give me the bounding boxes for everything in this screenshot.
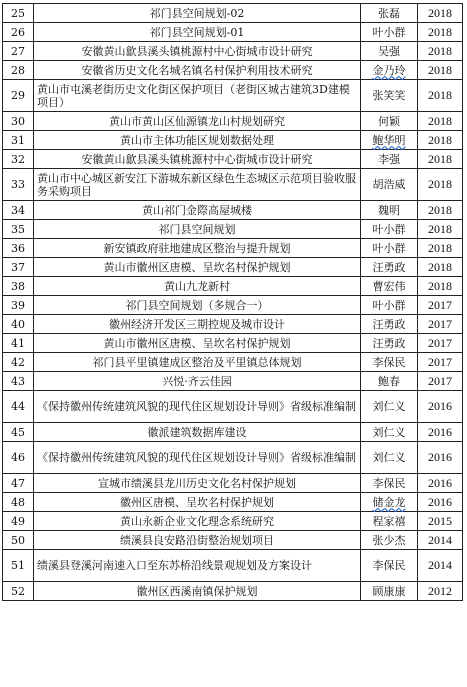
row-number-cell: 37 (3, 258, 34, 277)
person-cell: 叶小群 (361, 239, 418, 258)
year-cell: 2016 (418, 391, 463, 423)
project-name-cell: 黄山市徽州区唐模、呈坎名村保护规划 (34, 258, 361, 277)
row-number-cell: 28 (3, 61, 34, 80)
table-row (3, 296, 463, 315)
person-cell: 鲍华明 (361, 131, 418, 150)
project-name-cell: 《保持徽州传统建筑风貌的现代住区规划设计导则》省级标准编制 (34, 391, 361, 423)
project-name-cell: 祁门县空间规划 (34, 220, 361, 239)
year-cell: 2018 (418, 169, 463, 201)
table-row (3, 169, 463, 201)
year-cell: 2018 (418, 150, 463, 169)
table-row (3, 277, 463, 296)
table-row (3, 582, 463, 601)
person-cell: 叶小群 (361, 296, 418, 315)
row-number-cell: 33 (3, 169, 34, 201)
row-number-cell: 26 (3, 23, 34, 42)
project-name-cell: 绩溪县登溪河南速入口至东苏桥沿线景观规划及方案设计 (34, 550, 361, 582)
row-number-cell: 38 (3, 277, 34, 296)
table-row (3, 493, 463, 512)
row-number-cell: 50 (3, 531, 34, 550)
table-row (3, 423, 463, 442)
row-number-cell: 43 (3, 372, 34, 391)
project-name-cell: 祁门县空间规划-01 (34, 23, 361, 42)
year-cell: 2014 (418, 550, 463, 582)
table-row (3, 4, 463, 23)
project-name-cell: 黄山市黄山区仙源镇龙山村规划研究 (34, 112, 361, 131)
project-name-cell: 安徽黄山歙县溪头镇桃源村中心街城市设计研究 (34, 150, 361, 169)
year-cell: 2017 (418, 296, 463, 315)
person-cell: 鲍春 (361, 372, 418, 391)
person-cell: 李强 (361, 150, 418, 169)
row-number-cell: 41 (3, 334, 34, 353)
person-cell: 刘仁义 (361, 442, 418, 474)
project-name-cell: 《保持徽州传统建筑风貌的现代住区规划设计导则》省级标准编制 (34, 442, 361, 474)
year-cell: 2017 (418, 353, 463, 372)
year-cell: 2018 (418, 80, 463, 112)
row-number-cell: 40 (3, 315, 34, 334)
project-name-cell: 徽派建筑数据库建设 (34, 423, 361, 442)
project-name-cell: 安徽省历史文化名城名镇名村保护利用技术研究 (34, 61, 361, 80)
project-name-cell: 绩溪县良安路沿街整治规划项目 (34, 531, 361, 550)
table-row (3, 80, 463, 112)
project-name-cell: 黄山市中心城区新安江下游城东新区绿色生态城区示范项目验收服务采购项目 (34, 169, 361, 201)
person-cell: 叶小群 (361, 220, 418, 239)
year-cell: 2018 (418, 4, 463, 23)
table-row (3, 353, 463, 372)
person-cell: 张少杰 (361, 531, 418, 550)
row-number-cell: 36 (3, 239, 34, 258)
table-row (3, 112, 463, 131)
person-cell: 李保民 (361, 550, 418, 582)
person-cell: 吴强 (361, 42, 418, 61)
table-row (3, 150, 463, 169)
year-cell: 2017 (418, 334, 463, 353)
year-cell: 2016 (418, 493, 463, 512)
year-cell: 2018 (418, 131, 463, 150)
year-cell: 2018 (418, 23, 463, 42)
year-cell: 2018 (418, 201, 463, 220)
row-number-cell: 34 (3, 201, 34, 220)
person-cell: 张笑笑 (361, 80, 418, 112)
person-cell: 胡浩威 (361, 169, 418, 201)
project-name-cell: 徽州经济开发区三期控规及城市设计 (34, 315, 361, 334)
person-cell: 何颖 (361, 112, 418, 131)
table-row (3, 131, 463, 150)
person-cell: 曹宏伟 (361, 277, 418, 296)
person-cell: 刘仁义 (361, 391, 418, 423)
year-cell: 2015 (418, 512, 463, 531)
table-row (3, 391, 463, 423)
table-row (3, 61, 463, 80)
table-row (3, 334, 463, 353)
project-table-body (3, 4, 463, 601)
table-row (3, 23, 463, 42)
year-cell: 2018 (418, 220, 463, 239)
project-name-cell: 黄山九龙新村 (34, 277, 361, 296)
person-cell: 汪勇政 (361, 258, 418, 277)
person-cell: 顾康康 (361, 582, 418, 601)
project-name-cell: 新安镇政府驻地建成区整治与提升规划 (34, 239, 361, 258)
person-cell: 金乃玲 (361, 61, 418, 80)
project-name-cell: 黄山市主体功能区规划数据处理 (34, 131, 361, 150)
project-name-cell: 祁门县空间规划（多规合一） (34, 296, 361, 315)
row-number-cell: 51 (3, 550, 34, 582)
person-cell: 李保民 (361, 474, 418, 493)
project-name-cell: 宣城市绩溪县龙川历史文化名村保护规划 (34, 474, 361, 493)
table-row (3, 550, 463, 582)
person-cell: 汪勇政 (361, 334, 418, 353)
person-cell: 刘仁义 (361, 423, 418, 442)
table-row (3, 258, 463, 277)
year-cell: 2017 (418, 372, 463, 391)
row-number-cell: 32 (3, 150, 34, 169)
person-cell: 叶小群 (361, 23, 418, 42)
project-table (2, 3, 463, 601)
row-number-cell: 29 (3, 80, 34, 112)
project-name-cell: 徽州区西溪南镇保护规划 (34, 582, 361, 601)
table-row (3, 442, 463, 474)
project-name-cell: 黄山市屯溪老街历史文化街区保护项目（老街区城古建筑3D建模项目） (34, 80, 361, 112)
year-cell: 2016 (418, 474, 463, 493)
project-name-cell: 黄山祁门金際高屋城楼 (34, 201, 361, 220)
table-row (3, 474, 463, 493)
person-cell: 汪勇政 (361, 315, 418, 334)
row-number-cell: 52 (3, 582, 34, 601)
table-row (3, 512, 463, 531)
year-cell: 2016 (418, 442, 463, 474)
year-cell: 2018 (418, 277, 463, 296)
table-row (3, 531, 463, 550)
year-cell: 2016 (418, 423, 463, 442)
year-cell: 2012 (418, 582, 463, 601)
year-cell: 2018 (418, 61, 463, 80)
row-number-cell: 27 (3, 42, 34, 61)
year-cell: 2018 (418, 42, 463, 61)
row-number-cell: 39 (3, 296, 34, 315)
person-cell: 张磊 (361, 4, 418, 23)
year-cell: 2018 (418, 112, 463, 131)
row-number-cell: 46 (3, 442, 34, 474)
project-name-cell: 祁门县空间规划-02 (34, 4, 361, 23)
person-cell: 李保民 (361, 353, 418, 372)
year-cell: 2017 (418, 315, 463, 334)
project-name-cell: 兴悦·齐云佳园 (34, 372, 361, 391)
year-cell: 2014 (418, 531, 463, 550)
year-cell: 2018 (418, 239, 463, 258)
project-table-container (2, 3, 463, 601)
row-number-cell: 31 (3, 131, 34, 150)
row-number-cell: 42 (3, 353, 34, 372)
table-row (3, 42, 463, 61)
table-row (3, 220, 463, 239)
project-name-cell: 黄山永新企业文化理念系统研究 (34, 512, 361, 531)
project-name-cell: 安徽黄山歙县溪头镇桃源村中心街城市设计研究 (34, 42, 361, 61)
person-cell: 程家禧 (361, 512, 418, 531)
table-row (3, 201, 463, 220)
table-row (3, 372, 463, 391)
row-number-cell: 25 (3, 4, 34, 23)
row-number-cell: 48 (3, 493, 34, 512)
row-number-cell: 49 (3, 512, 34, 531)
row-number-cell: 30 (3, 112, 34, 131)
row-number-cell: 45 (3, 423, 34, 442)
project-name-cell: 黄山市徽州区唐模、呈坎名村保护规划 (34, 334, 361, 353)
row-number-cell: 44 (3, 391, 34, 423)
person-cell: 魏明 (361, 201, 418, 220)
row-number-cell: 47 (3, 474, 34, 493)
year-cell: 2018 (418, 258, 463, 277)
project-name-cell: 祁门县平里镇建成区整治及平里镇总体规划 (34, 353, 361, 372)
project-name-cell: 徽州区唐模、呈坎名村保护规划 (34, 493, 361, 512)
row-number-cell: 35 (3, 220, 34, 239)
person-cell: 储金龙 (361, 493, 418, 512)
table-row (3, 239, 463, 258)
table-row (3, 315, 463, 334)
